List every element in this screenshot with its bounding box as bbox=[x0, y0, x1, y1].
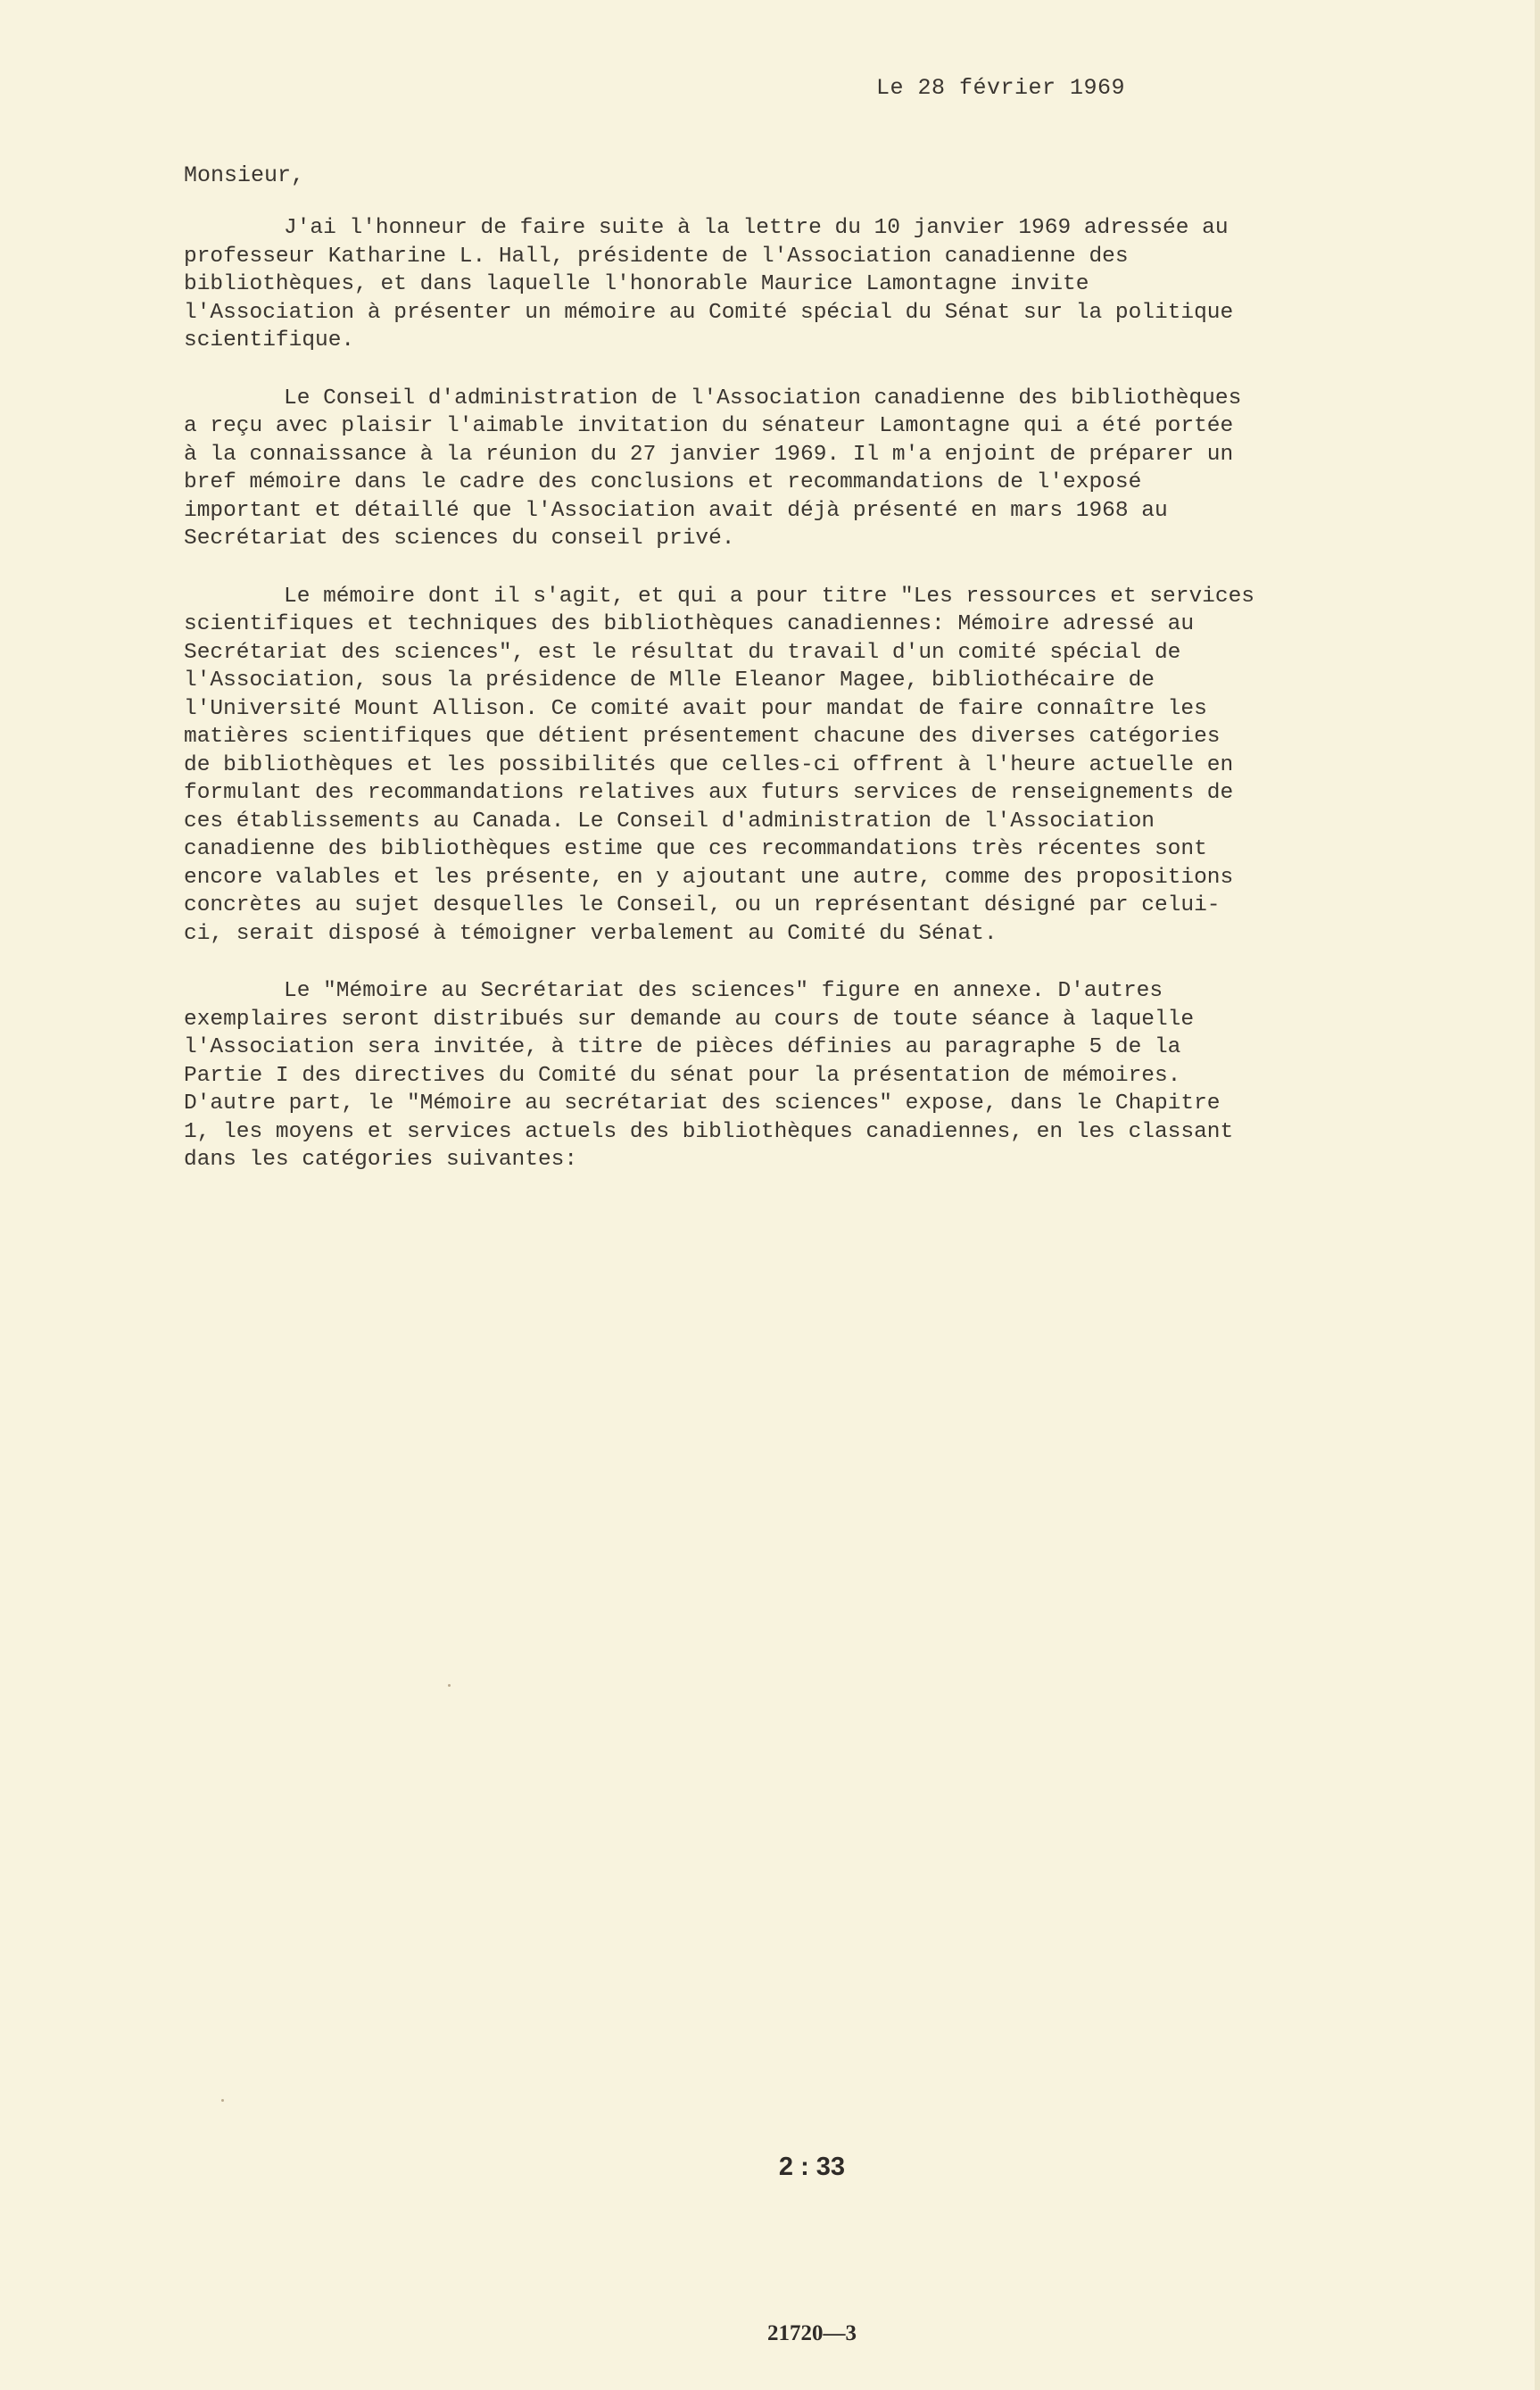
letter-body bbox=[184, 214, 1254, 1204]
page-folio: 2 : 33 bbox=[778, 2153, 846, 2181]
print-code: 21720—3 bbox=[767, 2321, 857, 2345]
paragraph-4: Le "Mémoire au Secrétariat des sciences" figure en annexe. D'autres exemplaires seront distribués sur demande au cours de toute séance à laquelle l'Association sera invitée, à titre de pièces définies au paragraphe 5 de la Partie I des directives du Comité du sénat pour la présentation de mémoires. D'autre part, le "Mémoire au secrétariat des sciences" expose, dans le Chapitre 1, les moyens et services actuels des bibliothèques canadiennes, en les classant dans les catégories suivantes: bbox=[184, 979, 1234, 1172]
page-edge bbox=[1535, 0, 1540, 2390]
salutation: Monsieur, bbox=[184, 162, 305, 188]
paragraph-3: Le mémoire dont il s'agit, et qui a pour titre "Les ressources et services scientifiques et techniques des bibliothèques canadiennes: Mémoire adressé au Secrétariat des sciences", est le résultat du travail d'un comité spécial de l'Association, sous la présidence de Mlle Eleanor Magee, bibliothécaire de l'Université Mount Allison. Ce comité avait pour mandat de faire connaître les matières scientifiques que détient présentement chacune des diverses catégories de bibliothèques et les possibilités que celles-ci offrent à l'heure actuelle en formulant des recommandations relatives aux futurs services de renseignements de ces établissements au Canada. Le Conseil d'administration de l'Association canadienne des bibliothèques estime que ces recommandations très récentes sont encore valables et les présente, en y ajoutant une autre, comme des propositions concrètes au sujet desquelles le Conseil, ou un représentant désigné par celui-ci, serait disposé à témoigner verbalement au Comité du Sénat. bbox=[184, 584, 1254, 946]
paper-speck bbox=[448, 1684, 451, 1687]
paper-speck bbox=[221, 2099, 224, 2102]
letter-date: Le 28 février 1969 bbox=[876, 75, 1126, 101]
paragraph-2: Le Conseil d'administration de l'Association canadienne des bibliothèques a reçu avec plaisir l'aimable invitation du sénateur Lamontagne qui a été portée à la connaissance à la réunion du 27 janvier 1969. Il m'a enjoint de préparer un bref mémoire dans le cadre des conclusions et recommandations de l'exposé important et détaillé que l'Association avait déjà présenté en mars 1968 au Secrétariat des sciences du conseil privé. bbox=[184, 386, 1242, 551]
paragraph-1: J'ai l'honneur de faire suite à la lettre du 10 janvier 1969 adressée au professeur Katharine L. Hall, présidente de l'Association canadienne des bibliothèques, et dans laquelle l'honorable Maurice Lamontagne invite l'Association à présenter un mémoire au Comité spécial du Sénat sur la politique scientifique. bbox=[184, 216, 1234, 353]
